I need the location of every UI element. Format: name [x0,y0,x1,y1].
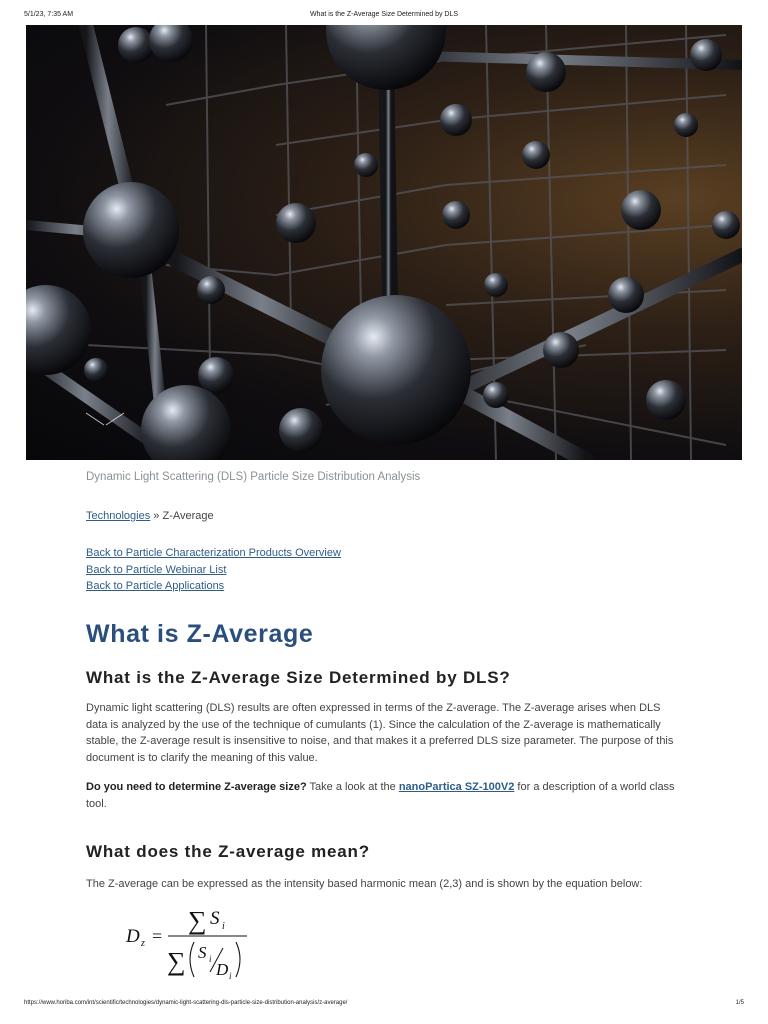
print-date: 5/1/23, 7:35 AM [24,11,74,18]
back-link-applications[interactable]: Back to Particle Applications [86,580,225,592]
page-subtitle: What is the Z-Average Size Determined by DLS? [86,668,511,687]
intro-paragraph: Dynamic light scattering (DLS) results are often expressed in terms of the Z-average. The Z-average arises when DLS data is analyzed by the use of the technique of cumulants (1). Since the calculation of the Z-average is mathematically stable, the Z-average result is insensitive to noise, and that makes it a preferred DLS size parameter. The purpose of this document is to clarify the meaning of this value. [86,702,674,764]
eq-den-den: D [216,960,229,979]
breadcrumb-link-technologies[interactable]: Technologies [86,510,151,522]
breadcrumb-current: Z-Average [162,510,214,522]
eq-left-paren [190,942,194,977]
eq-sigma-num: ∑ [188,906,207,935]
back-links [86,545,341,595]
eq-num-var: S [210,908,220,929]
section-heading: What does the Z-average mean? [86,842,370,861]
print-page-number: 1/5 [735,1000,744,1006]
back-link-products-overview[interactable]: Back to Particle Characterization Products Overview [86,547,341,559]
cta-question: Do you need to determine Z-average size? [86,781,307,793]
print-url: https://www.horiba.com/int/scientific/technologies/dynamic-light-scattering-dls-particle-size-distribution-analysis/z-average/ [24,1000,348,1006]
eq-num-sub: i [222,921,225,932]
print-header [24,11,744,21]
cta-text-before: Take a look at the [306,781,399,793]
eq-den-num-sub: i [209,954,212,964]
eq-lhs-sub: z [141,938,145,949]
back-link-webinar-list[interactable]: Back to Particle Webinar List [86,563,227,576]
z-average-equation [122,902,262,984]
eq-den-den-sub: i [229,971,232,981]
eq-equals: = [152,926,163,946]
page-title: What is Z-Average [86,620,314,648]
breadcrumb-separator: » [153,510,160,522]
print-doc-title: What is the Z-Average Size Determined by DLS [309,11,459,18]
cta-text-after: for a description of a world class tool. [86,781,675,810]
eq-right-paren [236,942,240,977]
eq-den-num: S [198,943,207,962]
print-footer [24,1000,744,1010]
equation-intro-paragraph: The Z-average can be expressed as the intensity based harmonic mean (2,3) and is shown by the equation below: [86,878,643,890]
cta-paragraph [86,779,684,812]
hero-caption: Dynamic Light Scattering (DLS) Particle Size Distribution Analysis [86,471,421,483]
molecular-lattice-illustration [26,25,742,460]
eq-sigma-den: ∑ [167,947,186,976]
eq-lhs: D [126,926,140,947]
product-link-nanopartica[interactable]: nanoPartica SZ-100V2 [398,781,515,793]
breadcrumb [86,510,214,522]
hero-image [26,25,742,460]
